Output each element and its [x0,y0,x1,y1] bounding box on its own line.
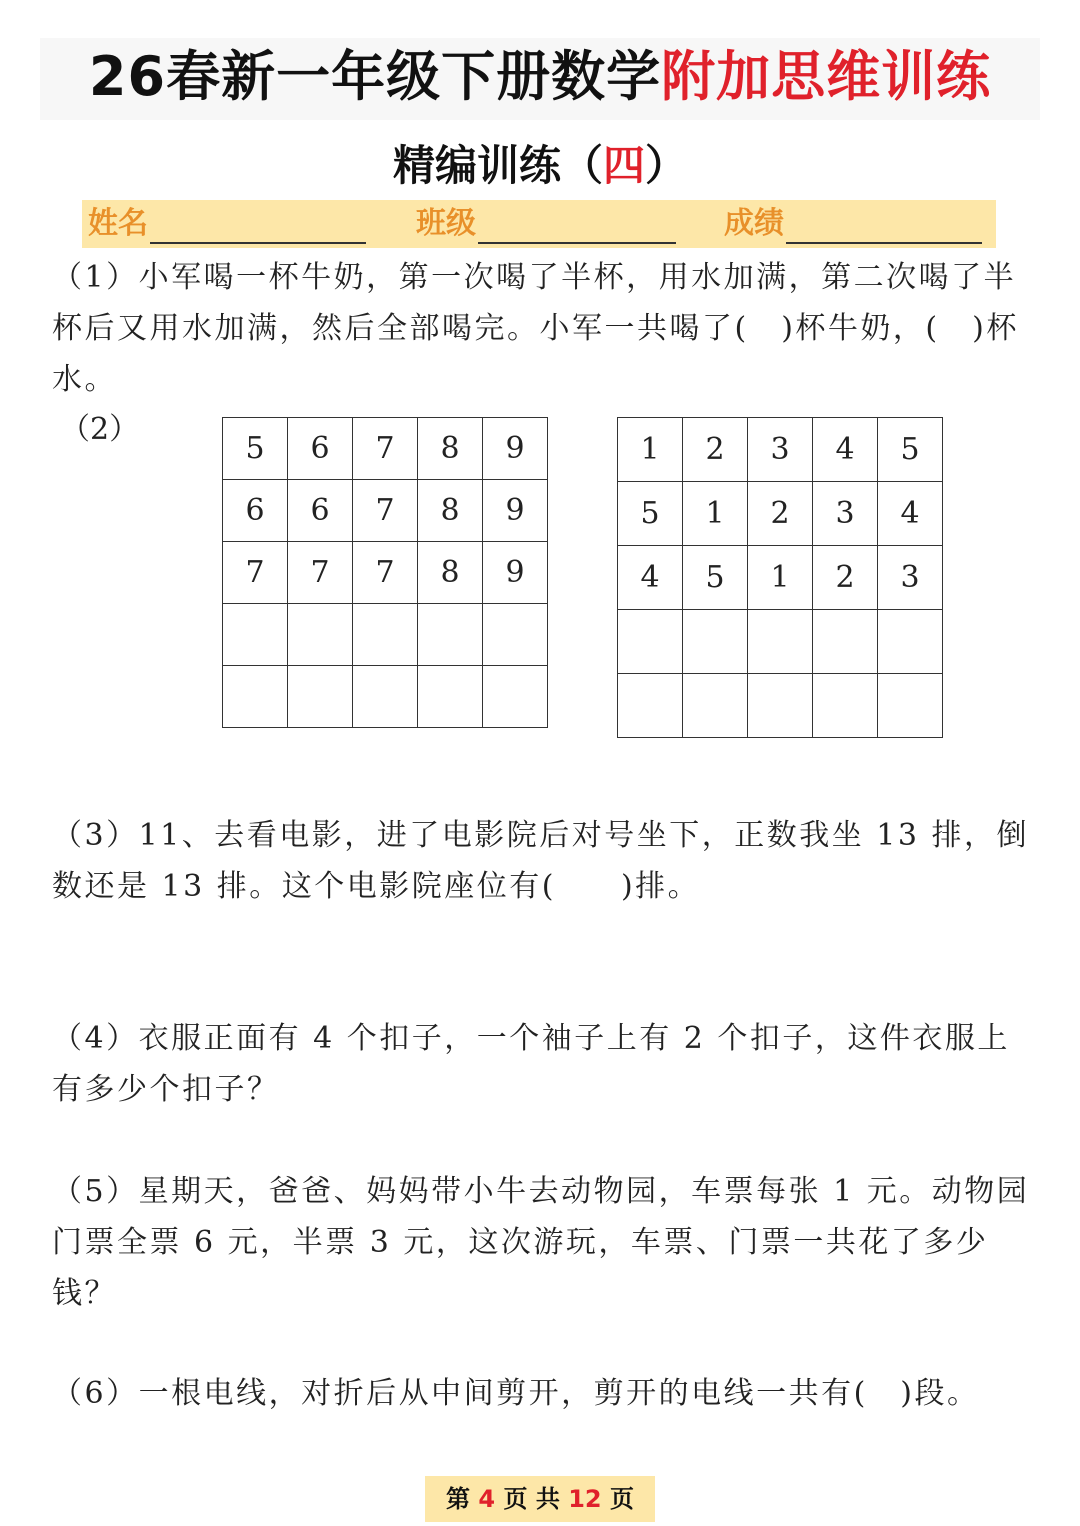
question-2-label: （2） [60,412,140,447]
grid-blank-cell[interactable] [288,666,353,728]
grid-blank-cell[interactable] [483,666,548,728]
grid-row [618,482,943,546]
grid-blank-cell[interactable] [353,604,418,666]
name-blank[interactable] [150,208,366,244]
page-title [0,42,1080,112]
question-6: （6）一根电线，对折后从中间剪开，剪开的电线一共有( )段。 [52,1376,980,1411]
grid-row [223,480,548,542]
grid-cell: 2 [748,482,813,546]
grid-cell: 7 [223,542,288,604]
grid-cell: 5 [683,546,748,610]
grid-cell: 7 [288,542,353,604]
grid-blank-cell[interactable] [418,604,483,666]
grid-cell: 4 [618,546,683,610]
class-blank[interactable] [478,208,676,244]
score-field[interactable] [724,204,982,244]
grid-cell: 1 [683,482,748,546]
grid-blank-cell[interactable] [683,610,748,674]
score-blank[interactable] [786,208,982,244]
subtitle-open: 精编训练（ [392,141,603,190]
grid-row [223,666,548,728]
grid-cell: 5 [878,418,943,482]
footer-middle: 页 共 [495,1485,569,1513]
grid-blank-cell[interactable] [418,666,483,728]
grid-cell: 8 [418,542,483,604]
grid-blank-cell[interactable] [483,604,548,666]
grid-cell: 3 [878,546,943,610]
grid-cell: 5 [223,418,288,480]
grid-cell: 8 [418,480,483,542]
grid-blank-cell[interactable] [748,674,813,738]
grid-cell: 7 [353,418,418,480]
question-5: （5）星期天，爸爸、妈妈带小牛去动物园，车票每张 1 元。动物园门票全票 6 元，半票 3 元，这次游玩，车票、门票一共花了多少钱？ [52,1174,1030,1311]
grid-cell: 6 [288,418,353,480]
subtitle-close: ） [645,141,688,190]
question-3: （3）11、去看电影，进了电影院后对号坐下，正数我坐 13 排，倒数还是 13 排。这个电影院座位有( )排。 [52,818,1030,904]
grid-blank-cell[interactable] [813,674,878,738]
grid-cell: 9 [483,542,548,604]
grid-cell: 7 [353,542,418,604]
subtitle-number: 四 [602,141,645,190]
grid-blank-cell[interactable] [223,666,288,728]
class-label: 班级 [416,206,476,241]
title-main: 26春新一年级下册数学 [88,45,662,108]
grid-cell: 1 [748,546,813,610]
grid-cell: 1 [618,418,683,482]
grid-cell: 9 [483,418,548,480]
title-highlight: 附加思维训练 [661,45,992,108]
score-label: 成绩 [724,206,784,241]
grid-row [618,418,943,482]
grid-row [618,674,943,738]
footer-prefix: 第 [446,1485,479,1513]
grid-cell: 6 [223,480,288,542]
student-info-bar [82,200,996,248]
grid-cell: 9 [483,480,548,542]
grid-blank-cell[interactable] [683,674,748,738]
grid-cell: 6 [288,480,353,542]
number-grid-2 [617,417,943,738]
grid-cell: 2 [813,546,878,610]
grid-cell: 7 [353,480,418,542]
grid-cell: 3 [748,418,813,482]
class-field[interactable] [416,204,676,244]
grid-blank-cell[interactable] [288,604,353,666]
page-indicator [425,1476,655,1522]
page-subtitle [0,136,1080,196]
grid-blank-cell[interactable] [878,610,943,674]
current-page: 4 [478,1485,496,1513]
grid-cell: 5 [618,482,683,546]
question-4: （4）衣服正面有 4 个扣子，一个袖子上有 2 个扣子，这件衣服上有多少个扣子？ [52,1021,1010,1107]
grid-blank-cell[interactable] [223,604,288,666]
grid-blank-cell[interactable] [748,610,813,674]
grid-cell: 8 [418,418,483,480]
footer-suffix: 页 [601,1485,634,1513]
question-1: （1）小军喝一杯牛奶，第一次喝了半杯，用水加满，第二次喝了半杯后又用水加满，然后全部喝完。小军一共喝了( )杯牛奶，( )杯水。 [52,260,1019,397]
grid-cell: 4 [813,418,878,482]
grid-blank-cell[interactable] [618,610,683,674]
grid-row [223,604,548,666]
grid-row [223,542,548,604]
grid-row [618,546,943,610]
grid-row [618,610,943,674]
grid-blank-cell[interactable] [813,610,878,674]
grid-cell: 3 [813,482,878,546]
grid-blank-cell[interactable] [618,674,683,738]
grid-blank-cell[interactable] [878,674,943,738]
number-grid-1 [222,417,548,728]
name-label: 姓名 [88,206,148,241]
grid-cell: 2 [683,418,748,482]
name-field[interactable] [88,204,366,244]
total-pages: 12 [568,1485,602,1513]
grid-row [223,418,548,480]
grid-blank-cell[interactable] [353,666,418,728]
grid-cell: 4 [878,482,943,546]
